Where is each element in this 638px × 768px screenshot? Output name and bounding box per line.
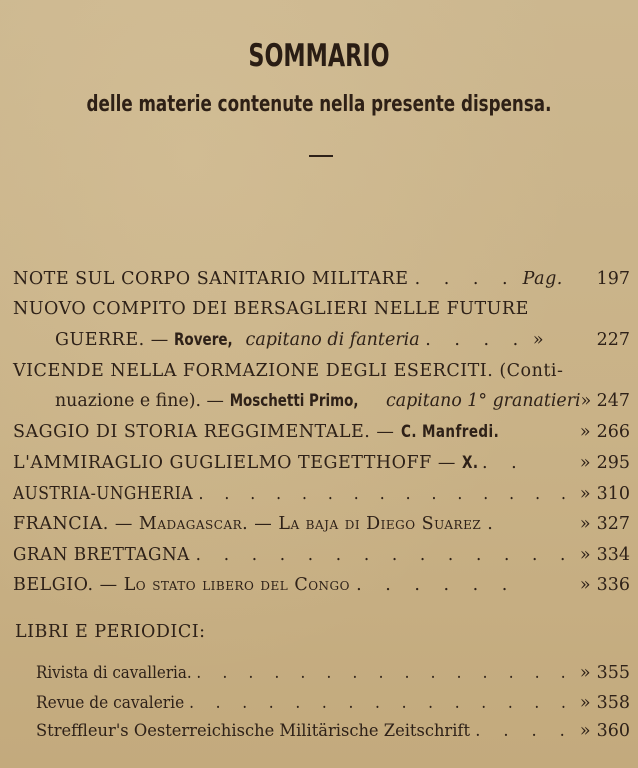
page-number: 334: [596, 545, 630, 565]
entry-subtitle: Lo stato libero del Congo: [123, 575, 350, 595]
book-entry[interactable]: [0, 658, 638, 688]
dot-leader: . . . . . . . . . . . . . .: [195, 545, 575, 565]
dot-leader: . . . . . .: [356, 575, 517, 595]
page-number: 197: [596, 269, 630, 289]
page-number: 227: [596, 330, 630, 350]
entry-author-role: capitano 1° granatieri: [386, 391, 581, 411]
entry-author: C. Manfredi.: [400, 422, 499, 441]
book-title: Rivista di cavalleria.: [36, 663, 192, 682]
toc-entry[interactable]: [0, 417, 638, 447]
toc-entry-continuation[interactable]: [0, 325, 638, 355]
page-prefix: »: [579, 453, 591, 473]
entry-author-role: capitano di fanteria: [245, 330, 420, 350]
dot-leader: . . . . . . . . . . . . . . .: [189, 693, 575, 712]
entry-title: GRAN BRETTAGNA: [13, 545, 190, 565]
entry-title-line1: NUOVO COMPITO DEI BERSAGLIERI NELLE FUTURE: [13, 299, 529, 319]
book-title: Revue de cavalerie: [36, 693, 185, 712]
page-subtitle: delle materie contenute nella presente dispensa.: [86, 92, 552, 117]
page-prefix: »: [579, 693, 591, 713]
page-number: 295: [596, 453, 630, 473]
page-prefix: »: [579, 663, 591, 683]
title-separator: [309, 155, 333, 157]
entry-author: Rovere,: [174, 330, 234, 349]
book-entry[interactable]: [0, 688, 638, 718]
page-number: 355: [596, 663, 630, 683]
page-number: 327: [596, 514, 630, 534]
page-prefix: »: [579, 575, 591, 595]
toc-entry[interactable]: [0, 294, 638, 324]
page-prefix: »: [579, 422, 591, 442]
page-number: 266: [596, 422, 630, 442]
toc-entry[interactable]: [0, 264, 638, 294]
page-prefix: »: [532, 330, 544, 350]
books-heading: LIBRI E PERIODICI:: [15, 622, 206, 642]
page-number: 336: [596, 575, 630, 595]
dot-leader: . . . . . . . . . . . . . . .: [196, 663, 574, 682]
page-number: 310: [596, 484, 630, 504]
entry-title-line1: VICENDE NELLA FORMAZIONE DEGLI ESERCITI. (Conti-: [13, 361, 564, 381]
book-title: Streffleur's Oesterreichische Militärische Zeitschrift: [36, 721, 471, 740]
toc-entry[interactable]: [0, 540, 638, 570]
entry-subtitle: Madagascar. — La baja di Diego Suarez: [138, 514, 482, 534]
toc-entry[interactable]: [0, 509, 638, 539]
entry-author: Moschetti Primo,: [229, 391, 359, 410]
page-number: 360: [596, 721, 630, 741]
page-prefix: »: [579, 721, 591, 741]
entry-title: SAGGIO DI STORIA REGGIMENTALE. —: [13, 422, 395, 442]
toc-entry[interactable]: [0, 448, 638, 478]
toc-entry[interactable]: [0, 479, 638, 509]
entry-title-line2: GUERRE. —: [55, 330, 169, 350]
dot-leader: . . . .: [475, 721, 574, 740]
page-number: 247: [596, 391, 630, 411]
toc-entry-continuation[interactable]: [0, 386, 638, 416]
entry-title-line2: nuazione e fine). —: [55, 391, 224, 411]
dot-leader: . . . .: [414, 269, 517, 289]
page-number: 358: [596, 693, 630, 713]
entry-title: BELGIO. —: [13, 575, 118, 595]
page-prefix: »: [579, 545, 591, 565]
page-prefix: »: [579, 484, 591, 504]
dot-leader: . . . . . . . . . . . . . . .: [198, 484, 574, 504]
page-title: SOMMARIO: [248, 38, 390, 74]
dot-leader: . . . .: [425, 330, 528, 350]
book-entry[interactable]: [0, 716, 638, 746]
page-prefix: »: [579, 514, 591, 534]
dot-leader: . .: [482, 453, 526, 473]
page-prefix: »: [580, 391, 592, 411]
entry-title: FRANCIA. —: [13, 514, 133, 534]
page-prefix: Pag.: [522, 269, 563, 289]
entry-title: AUSTRIA-UNGHERIA: [13, 484, 194, 504]
dot-leader: .: [487, 514, 494, 534]
entry-title: L'AMMIRAGLIO GUGLIELMO TEGETTHOFF —: [13, 453, 456, 473]
toc-entry[interactable]: [0, 570, 638, 600]
entry-author: X.: [461, 453, 479, 472]
entry-title: NOTE SUL CORPO SANITARIO MILITARE: [13, 269, 409, 289]
toc-entry[interactable]: [0, 356, 638, 386]
section-heading: [0, 617, 638, 647]
